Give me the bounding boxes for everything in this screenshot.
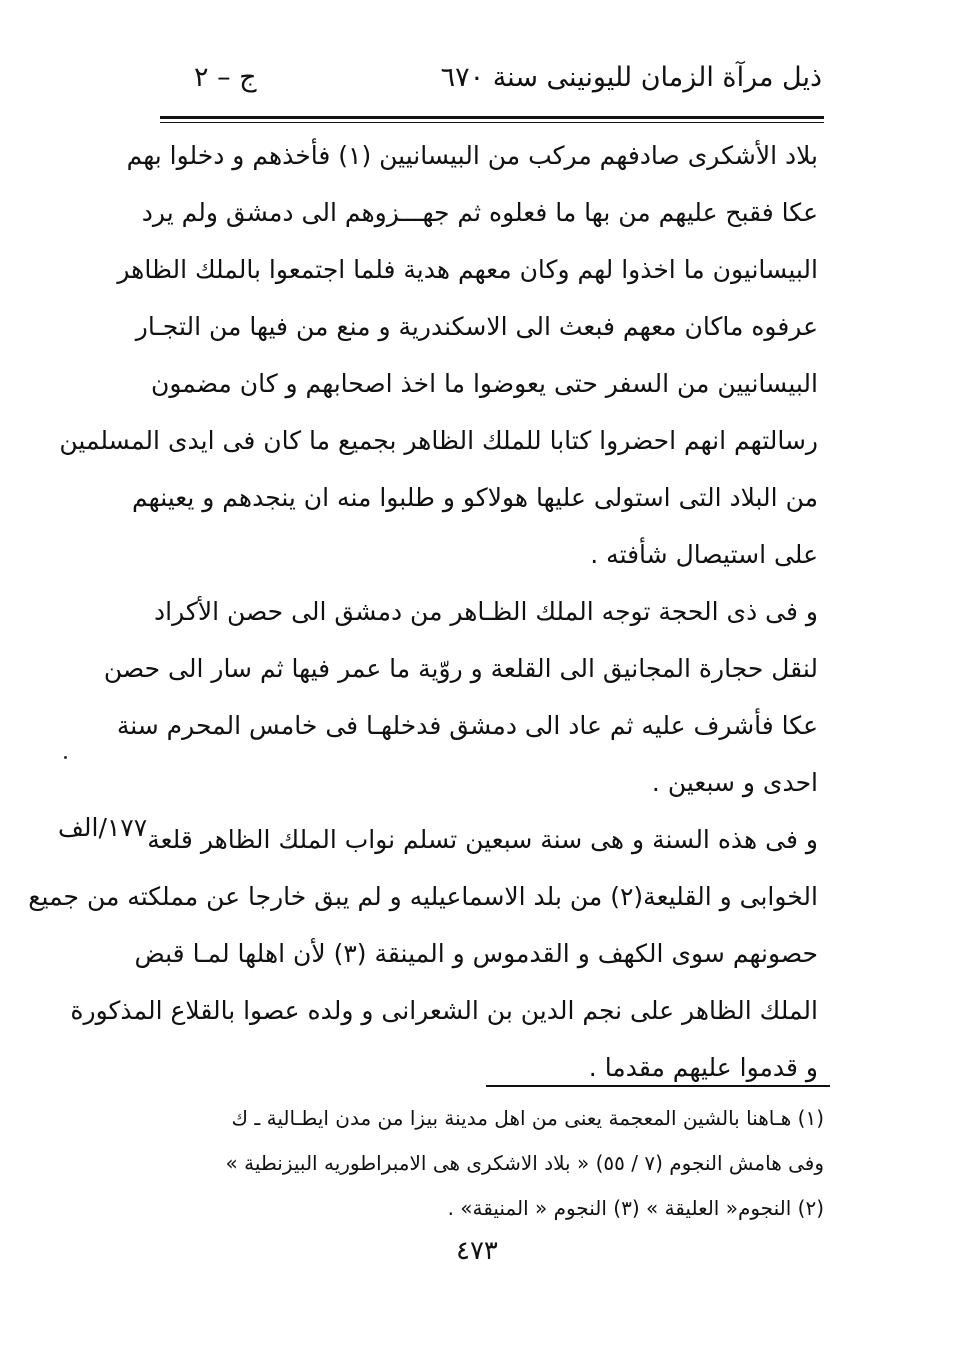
scan-speck (64, 756, 67, 759)
body-line: رسالتهم انهم احضروا كتابا للملك الظاهر بجميع ما كان فى ايدى المسلمين (59, 426, 818, 455)
body-line: البيسانيون ما اخذوا لهم وكان معهم هدية فلما اجتمعوا بالملك الظاهر (117, 255, 818, 284)
footnote-line: (٢) النجوم« العليقة » (٣) النجوم « المنيقة» . (447, 1196, 824, 1220)
header-rule-thick (160, 116, 824, 119)
header-rule-thin (160, 122, 824, 123)
body-line: البيسانيين من السفر حتى يعوضوا ما اخذ اصحابهم و كان مضمون (150, 369, 818, 398)
body-line: عرفوه ماكان معهم فبعث الى الاسكندرية و منع من فيها من التجـار (135, 312, 818, 341)
body-line: بلاد الأشكرى صادفهم مركب من البيسانيين (١) فأخذهم و دخلوا بهم (126, 141, 818, 170)
page-number: ٤٧٣ (456, 1236, 498, 1266)
body-line: عكا فأشرف عليه ثم عاد الى دمشق فدخلهـا فى خامس المحرم سنة (116, 711, 818, 740)
body-line: لنقل حجارة المجانيق الى القلعة و روّية ما عمر فيها ثم سار الى حصن (103, 654, 818, 683)
header-title: ذيل مرآة الزمان لليونينى سنة ٦٧٠ (440, 62, 822, 93)
body-line: على استيصال شأفته . (590, 540, 818, 569)
body-line: من البلاد التى استولى عليها هولاكو و طلبوا منه ان ينجدهم و يعينهم (132, 483, 818, 512)
body-line: و فى ذى الحجة توجه الملك الظـاهر من دمشق الى حصن الأكراد (154, 597, 818, 626)
footnote-line: وفى هامش النجوم (٧ / ٥٥) « بلاد الاشكرى هى الامبراطوريه البيزنطية » (225, 1151, 824, 1175)
body-line: الخوابى و القليعة(٢) من بلد الاسماعيليه و لم يبق خارجا عن مملكته من جميع (28, 882, 818, 911)
running-header (160, 62, 822, 106)
manuscript-folio-note: ١٧٧/الف (58, 813, 148, 842)
body-line: و قدموا عليهم مقدما . (588, 1053, 818, 1082)
body-line: عكا فقبح عليهم من بها ما فعلوه ثم جهـــزوهم الى دمشق ولم يرد (141, 198, 818, 227)
footnote-rule (486, 1085, 830, 1087)
footnote-line: (١) هـاهنا بالشين المعجمة يعنى من اهل مدينة بيزا من مدن ايطـالية ـ ك (231, 1106, 824, 1130)
body-line: الملك الظاهر على نجم الدين بن الشعرانى و ولده عصوا بالقلاع المذكورة (70, 996, 818, 1025)
body-line: حصونهم سوى الكهف و القدموس و المينقة (٣) لأن اهلها لمـا قبض (134, 939, 818, 968)
body-line: و فى هذه السنة و هى سنة سبعين تسلم نواب الملك الظاهر قلعة (147, 825, 818, 854)
header-volume: ج – ٢ (194, 62, 257, 93)
body-line: احدى و سبعين . (651, 768, 818, 797)
